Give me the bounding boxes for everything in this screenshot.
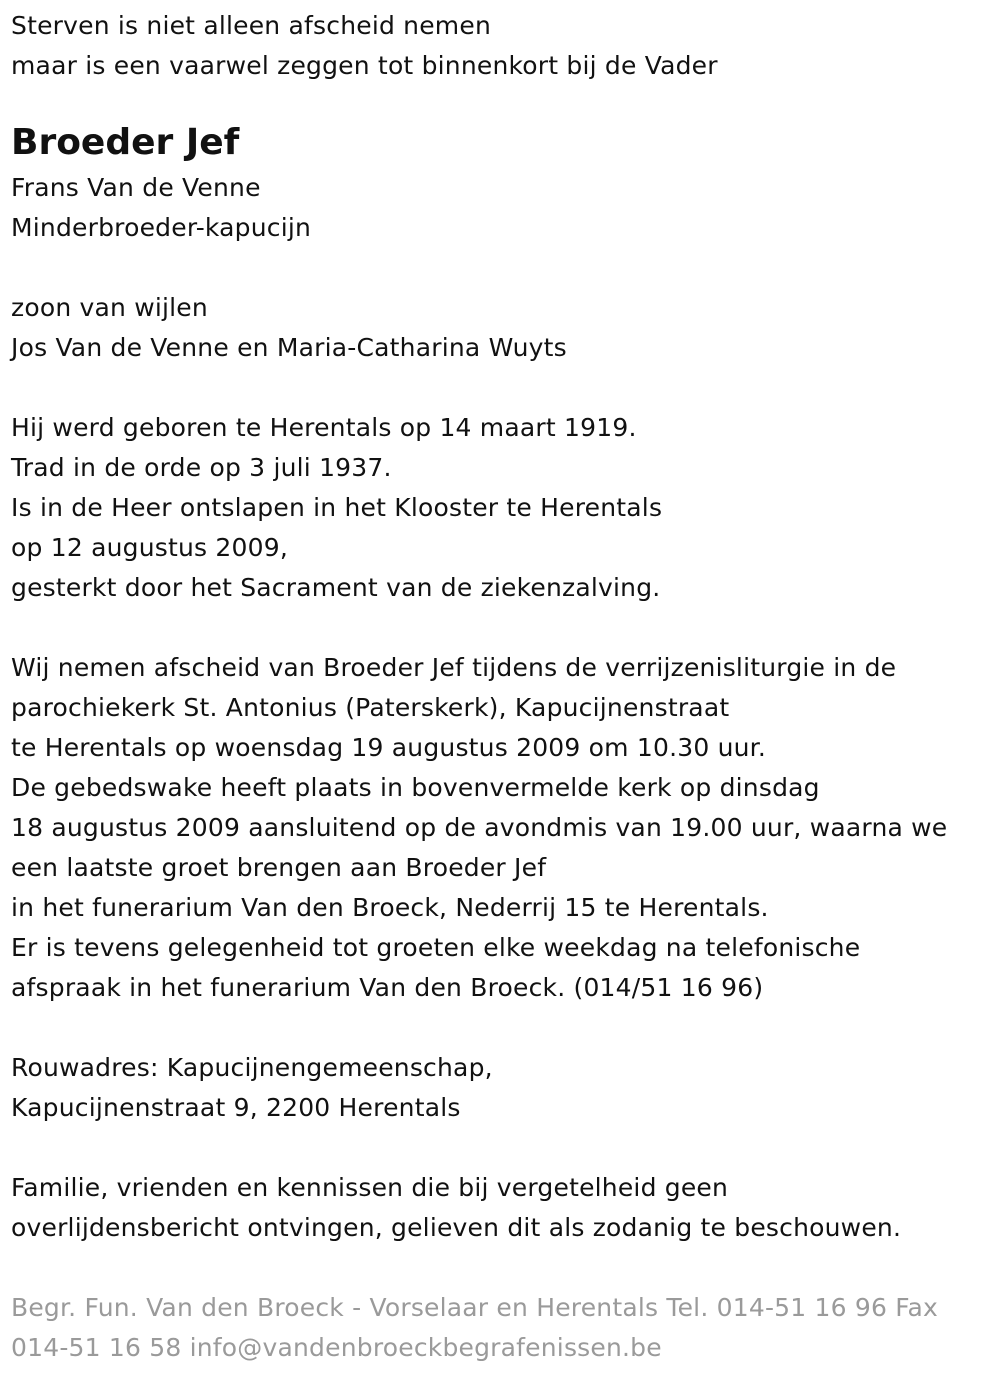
full-name: Frans Van de Venne [11,173,261,202]
intro-verse [11,6,1000,86]
religious-order: Minderbroeder-kapucijn [11,213,312,242]
notice-section [11,1168,1000,1248]
footer-contact-line: 014-51 16 58 info@vandenbroeckbegrafenissen.be [11,1333,662,1362]
spacer [11,608,1000,648]
spacer [11,368,1000,408]
life-section [11,408,1000,608]
address-line: Kapucijnenstraat 9, 2200 Herentals [11,1093,461,1122]
deceased-subtitle [11,168,1000,248]
parents-section [11,288,1000,368]
footer-line: Begr. Fun. Van den Broeck - Vorselaar en Herentals Tel. 014-51 16 96 Fax [11,1293,939,1322]
spacer [11,1008,1000,1048]
life-line: op 12 augustus 2009, [11,533,288,562]
life-line: Hij werd geboren te Herentals op 14 maart 1919. [11,413,637,442]
ceremony-line: De gebedswake heeft plaats in bovenvermelde kerk op dinsdag [11,773,820,802]
spacer [11,248,1000,288]
intro-line: Sterven is niet alleen afscheid nemen [11,11,491,40]
ceremony-line: een laatste groet brengen aan Broeder Jef [11,853,547,882]
life-line: Is in de Heer ontslapen in het Klooster te Herentals [11,493,663,522]
ceremony-section [11,648,1000,1008]
ceremony-line: parochiekerk St. Antonius (Paterskerk), Kapucijnenstraat [11,693,730,722]
spacer [11,1128,1000,1168]
life-line: Trad in de orde op 3 juli 1937. [11,453,392,482]
parents-intro: zoon van wijlen [11,293,208,322]
ceremony-line: Wij nemen afscheid van Broeder Jef tijdens de verrijzenisliturgie in de [11,653,897,682]
notice-line: overlijdensbericht ontvingen, gelieven dit als zodanig te beschouwen. [11,1213,902,1242]
ceremony-line: afspraak in het funerarium Van den Broeck. (014/51 16 96) [11,973,764,1002]
notice-line: Familie, vrienden en kennissen die bij vergetelheid geen [11,1173,729,1202]
address-line: Rouwadres: Kapucijnengemeenschap, [11,1053,493,1082]
ceremony-line: 18 augustus 2009 aansluitend op de avondmis van 19.00 uur, waarna we [11,813,948,842]
life-line: gesterkt door het Sacrament van de ziekenzalving. [11,573,661,602]
ceremony-line: te Herentals op woensdag 19 augustus 2009 om 10.30 uur. [11,733,766,762]
deceased-title: Broeder Jef [11,122,240,163]
intro-line: maar is een vaarwel zeggen tot binnenkort bij de Vader [11,51,718,80]
parents-names: Jos Van de Venne en Maria-Catharina Wuyts [11,333,567,362]
address-section [11,1048,1000,1128]
ceremony-line: Er is tevens gelegenheid tot groeten elke weekdag na telefonische [11,933,861,962]
ceremony-line: in het funerarium Van den Broeck, Nederrij 15 te Herentals. [11,893,769,922]
footer [11,1288,1000,1368]
